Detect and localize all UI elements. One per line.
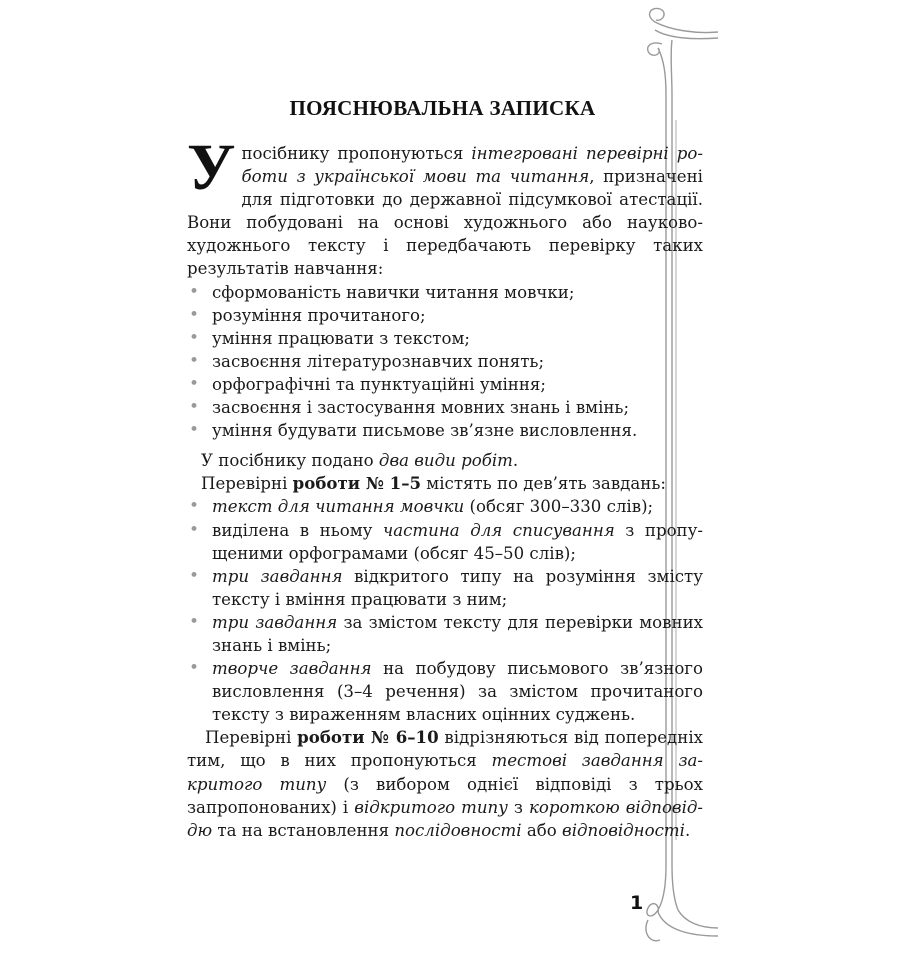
emphasis-span: короткою відповіддю — [187, 797, 704, 840]
explanatory-note-body — [187, 131, 704, 842]
intro-text-2: , призначені для підготовки до державної підсумкової атестації. Вони побудовані на основі художнього або науково-художнього тексту і передбачають перевірку таких результатів навчання: — [187, 167, 703, 279]
emphasis-span: послідовності — [394, 820, 522, 840]
text-span: Перевірні — [205, 728, 298, 748]
text-span: виділена в ньому — [212, 520, 383, 540]
list-item: • засвоєння літературознавчих понять; — [187, 350, 703, 373]
list-item: • орфографічні та пунктуаційні уміння; — [187, 373, 703, 396]
emphasis-span: відповідності — [562, 820, 685, 840]
intro-paragraph — [187, 131, 703, 281]
page-title: ПОЯСНЮВАЛЬНА ЗАПИСКА — [289, 96, 596, 120]
text-span: з пропущеними орфограмами (обсяг 45–50 слів); — [212, 520, 703, 563]
emphasis-span: відкритого типу — [354, 797, 508, 817]
list-item: • розуміння прочитаного; — [187, 304, 703, 327]
text-span: з — [507, 797, 529, 817]
text-span: за змістом тексту для перевірки мовних знань і вмінь; — [212, 612, 703, 655]
text-span: . — [512, 451, 519, 471]
emphasis-span: три завдання — [212, 612, 338, 632]
emphasis-span: два види робіт — [378, 451, 513, 471]
emphasis-span: тестові завдання закритого типу — [187, 751, 703, 794]
text-span: У посібнику подано — [201, 451, 379, 471]
emphasis-span: частина для списування — [382, 520, 615, 540]
list-item: • уміння будувати письмове зв’язне висловлення. — [187, 419, 703, 442]
emphasis-span: текст для читання мовчки — [212, 497, 465, 517]
list-item — [187, 519, 703, 565]
text-span: відкритого типу на розуміння змісту тексту і вміння працювати з ним; — [212, 566, 703, 609]
text-span: відрізняються від попередніх тим, що в них пропонуються — [187, 728, 703, 771]
intro-text-1: посібнику пропонуються — [241, 144, 472, 163]
text-span: (з вибором однієї відповіді з трьох запропонованих) і — [187, 774, 703, 817]
list-item — [187, 657, 703, 726]
text-span: або — [521, 820, 563, 840]
list-item: • засвоєння і застосування мовних знань і вмінь; — [187, 396, 703, 419]
list-item: • уміння працювати з текстом; — [187, 327, 703, 350]
list-item — [187, 611, 703, 657]
spacer — [187, 442, 703, 449]
work-types-paragraph — [187, 449, 703, 472]
results-list — [187, 281, 703, 443]
intro-emphasis: інтегровані перевірні роботи з української мови та читання — [241, 144, 703, 187]
bold-span: роботи № 1–5 — [292, 473, 422, 494]
emphasis-span: творче завдання — [212, 659, 372, 679]
works-1-5-paragraph — [187, 472, 703, 495]
works-6-10-paragraph — [187, 726, 703, 841]
dropcap-letter: У — [187, 131, 236, 204]
page-number: 1 — [630, 892, 644, 914]
bold-span: роботи № 6–10 — [297, 727, 439, 748]
text-span: . — [684, 820, 691, 840]
list-item — [187, 495, 703, 518]
emphasis-span: три завдання — [212, 566, 343, 586]
list-item: • сформованість навички читання мовчки; — [187, 281, 703, 304]
text-span: Перевірні — [201, 474, 293, 494]
list-item — [187, 565, 703, 611]
text-span: та на встановлення — [212, 820, 395, 840]
text-span: на побудову письмового зв’язного висловлення (3–4 речення) за змістом прочитаного тексту з вираженням власних оцінних суджень. — [212, 659, 703, 725]
text-span: (обсяг 300–330 слів); — [464, 497, 654, 517]
tasks-list — [187, 495, 703, 726]
text-span: містять по дев’ять завдань: — [421, 474, 666, 494]
